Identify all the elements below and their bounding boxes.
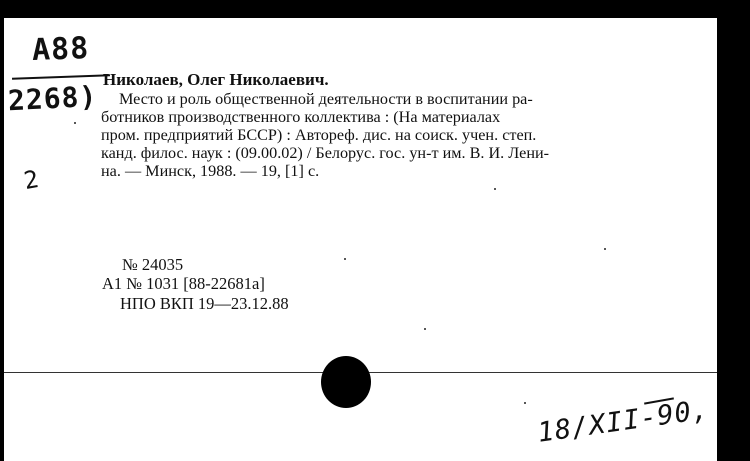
entry-title-line: Место и роль общественной деятельности в воспитании ра- — [119, 90, 533, 108]
shelf-mark-bottom: 2268) — [7, 79, 99, 118]
entry-title-line: ботников производственного коллектива : (На материалах — [101, 108, 501, 126]
card-speck — [74, 122, 76, 124]
entry-author: Николаев, Олег Николаевич. — [103, 70, 329, 89]
card-speck — [494, 188, 496, 190]
catalog-print-line: НПО ВКП 19—23.12.88 — [120, 294, 289, 313]
catalog-number: № 24035 — [122, 255, 184, 274]
accession-handwritten: 18/XII-90, — [535, 394, 711, 449]
shelf-mark-top: А88 — [31, 31, 90, 68]
card-speck — [424, 328, 426, 330]
card-speck — [604, 248, 606, 250]
catalog-card — [4, 18, 717, 461]
margin-handwritten-mark: 2 — [21, 164, 41, 196]
entry-title-line: пром. предприятий БССР) : Автореф. дис. на соиск. учен. степ. — [101, 126, 537, 144]
card-speck — [524, 402, 526, 404]
entry-title-line: на. — Минск, 1988. — 19, [1] с. — [101, 162, 320, 180]
card-speck — [344, 258, 346, 260]
catalog-index-line: А1 № 1031 [88-22681а] — [102, 274, 265, 293]
card-punch-hole — [321, 356, 371, 408]
entry-title-line: канд. филос. наук : (09.00.02) / Белорус. гос. ун-т им. В. И. Лени- — [101, 144, 550, 162]
